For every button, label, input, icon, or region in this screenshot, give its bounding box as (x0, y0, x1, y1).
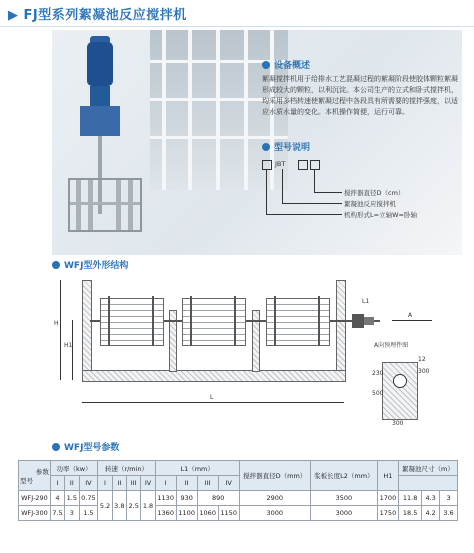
legend-label-2: 絮凝池反应搅拌机 (344, 200, 396, 208)
section-dot-icon (262, 143, 270, 151)
section-dot-icon (262, 61, 270, 69)
dim-l: L (210, 394, 214, 401)
dim-500: 500 (372, 390, 384, 397)
dim-300b: 300 (392, 420, 404, 427)
params-table (18, 460, 458, 521)
header-param-model: 参数 型号 (19, 461, 51, 491)
model-legend (262, 158, 462, 228)
paddle-frame (68, 178, 142, 232)
dim-12: 12 (418, 356, 426, 363)
header-paddle-length: 浆板长度L2（mm） (310, 461, 377, 491)
header-tank-size: 絮凝池尺寸（m） (398, 461, 457, 476)
model-heading: 型号说明 (262, 140, 310, 153)
title-divider (0, 26, 474, 27)
overview-text: 絮凝搅拌机用于给排水工艺混凝过程的絮凝阶段使胶体颗粒絮凝形成较大的颗粒，以利沉淀。本公司生产的立式和卧式搅拌机，均采用多档转速使絮凝过程中各段具有所需要的搅拌强度，以适应水质水量的变化。本机操作简便，运行可靠。 (262, 75, 458, 116)
params-heading: WFJ型号参数 (52, 440, 119, 453)
model-box-1 (262, 160, 272, 170)
model-code: JBT (275, 160, 286, 168)
legend-label-1: 搅拌器直径D（cm） (344, 189, 405, 197)
embedded-plate (382, 362, 418, 420)
tank-floor (82, 370, 346, 382)
mount-plate (80, 106, 120, 136)
table-row: WFJ-300 7.5 3 1.5 1360 1100 1060 1150 3000 3000 1750 18.5 4.2 3.6 (19, 506, 458, 521)
table-row: WFJ-290 4 1.5 0.75 5.2 3.8 2.5 1.8 1130 930 890 2900 3500 1700 11.8 4.3 3 (19, 491, 458, 506)
header-l1: L1（mm） (155, 461, 239, 476)
outline-heading: WFJ型外形结构 (52, 258, 128, 271)
title-marker-icon: ▶ (8, 8, 24, 23)
embedded-hole-icon (393, 374, 407, 388)
header-power: 功率（kw） (50, 461, 97, 476)
overview-heading: 设备概述 (262, 58, 310, 71)
header-diameter: 搅拌器直径D（mm） (239, 461, 310, 491)
motor-icon (87, 42, 113, 86)
header-speed: 转速（r/min） (98, 461, 155, 476)
dim-h1: H1 (64, 342, 73, 349)
dim-300a: 300 (418, 368, 430, 375)
section-dot-icon (52, 261, 60, 269)
table-header-row (19, 461, 458, 476)
tank-wall-left (82, 280, 92, 372)
section-dot-icon (52, 443, 60, 451)
reducer-icon (90, 86, 110, 108)
table-subheader-row: I II IV I II III IV I II III IV (19, 476, 458, 491)
tank-wall-right (336, 280, 346, 372)
header-h1: H1 (377, 461, 398, 491)
dim-l1: L1 (362, 298, 370, 305)
dim-a: A (408, 312, 413, 319)
outline-drawing (52, 270, 462, 430)
model-box-2 (298, 160, 308, 170)
drive-unit-icon (352, 314, 364, 328)
model-box-3 (310, 160, 320, 170)
legend-label-3: 机构形式L=立轴W=卧轴 (344, 211, 417, 219)
page-title: ▶ FJ型系列絮凝池反应搅拌机 (8, 8, 187, 23)
dim-230: 230 (372, 370, 384, 377)
view-a-label: A向预埋件图 (374, 342, 409, 349)
dim-h: H (54, 320, 59, 327)
